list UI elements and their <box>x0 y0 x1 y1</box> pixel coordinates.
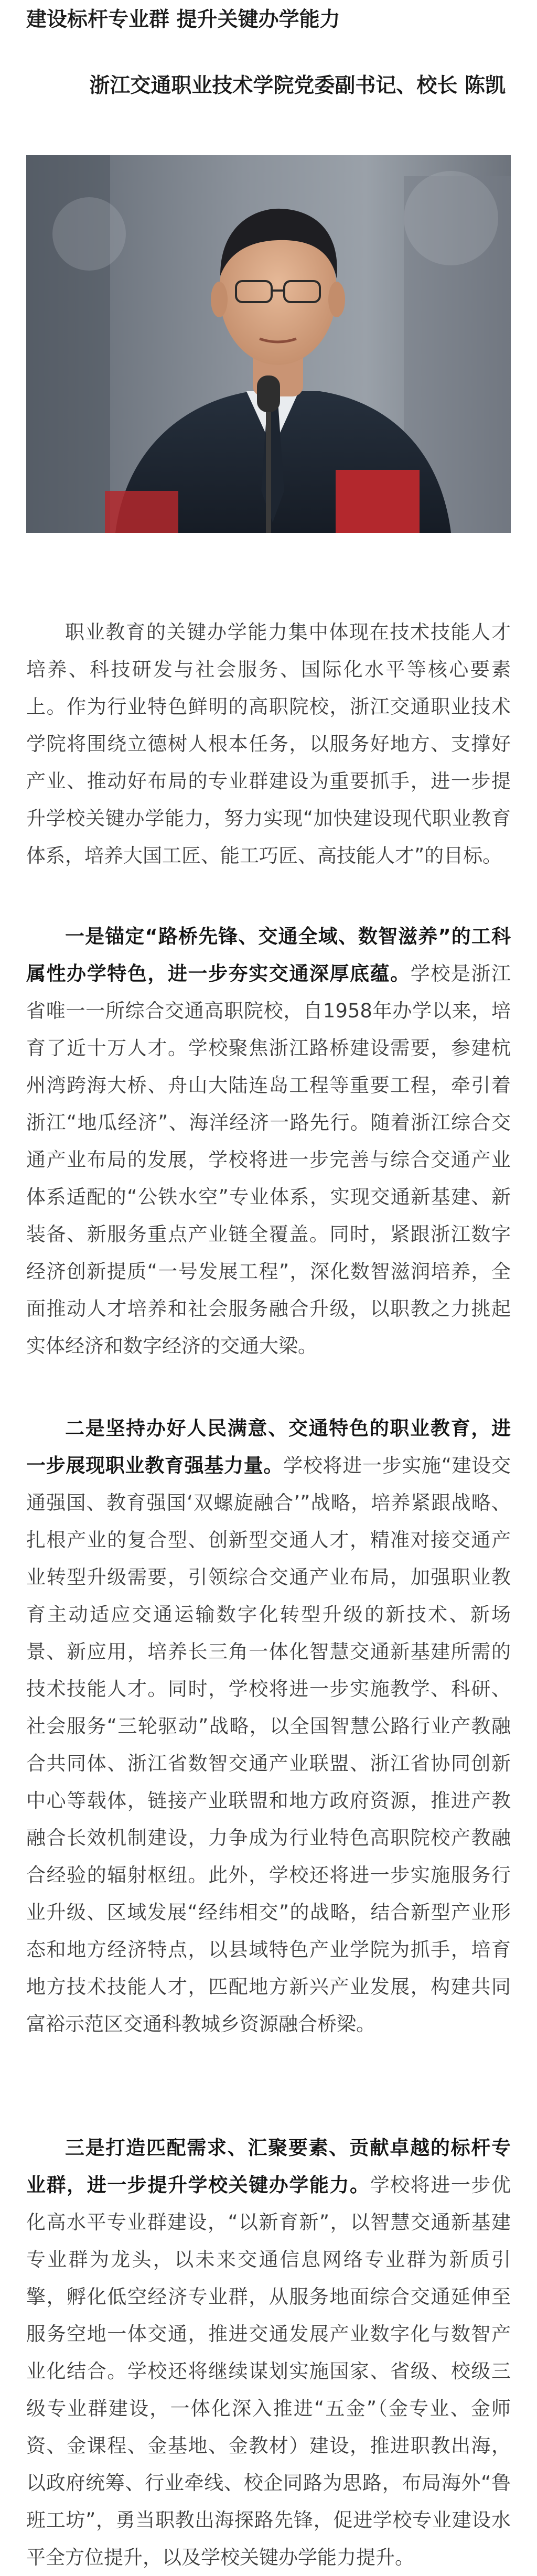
article-paragraph <box>26 918 511 1365</box>
paragraph-lead: 一是锚定“路桥先锋、交通全域、数智滋养”的工科属性办学特色，进一步夯实交通深厚底蕴。 <box>26 925 511 985</box>
paragraph-lead: 三是打造匹配需求、汇聚要素、贡献卓越的标杆专业群，进一步提升学校关键办学能力。 <box>26 2137 511 2196</box>
paragraph-body: 职业教育的关键办学能力集中体现在技术技能人才培养、科技研发与社会服务、国际化水平等核心要素上。作为行业特色鲜明的高职院校，浙江交通职业技术学院将围绕立德树人根本任务，以服务好地方、支撑好产业、推动好布局的专业群建设为重要抓手，进一步提升学校关键办学能力，努力实现“加快建设现代职业教育体系，培养大国工匠、能工巧匠、高技能人才”的目标。 <box>26 621 511 867</box>
speaker-photo <box>26 155 511 533</box>
article-paragraph <box>26 614 511 874</box>
paragraph-body: 学校将进一步实施“建设交通强国、教育强国‘双螺旋融合’”战略，培养紧跟战略、扎根产业的复合型、创新型交通人才，精准对接交通产业转型升级需要，引领综合交通产业布局，加强职业教育主动适应交通运输数字化转型升级的新技术、新场景、新应用，培养长三角一体化智慧交通新基建所需的技术技能人才。同时，学校将进一步实施教学、科研、社会服务“三轮驱动”战略，以全国智慧公路行业产教融合共同体、浙江省数智交通产业联盟、浙江省协同创新中心等载体，链接产业联盟和地方政府资源，推进产教融合长效机制建设，力争成为行业特色高职院校产教融合经验的辐射枢纽。此外，学校还将进一步实施服务行业升级、区域发展“经纬相交”的战略，结合新型产业形态和地方经济特点，以县域特色产业学院为抓手，培育地方技术技能人才，匹配地方新兴产业发展，构建共同富裕示范区交通科教城乡资源融合桥梁。 <box>26 1454 511 2035</box>
paragraph-lead: 二是坚持办好人民满意、交通特色的职业教育，进一步展现职业教育强基力量。 <box>26 1417 511 1477</box>
paragraph-body: 学校是浙江省唯一一所综合交通高职院校，自1958年办学以来，培育了近十万人才。学校聚焦浙江路桥建设需要，参建杭州湾跨海大桥、舟山大陆连岛工程等重要工程，牵引着浙江“地瓜经济”、海洋经济一路先行。随着浙江综合交通产业布局的发展，学校将进一步完善与综合交通产业体系适配的“公铁水空”专业体系，实现交通新基建、新装备、新服务重点产业链全覆盖。同时，紧跟浙江数字经济创新提质“一号发展工程”，深化数智滋润培养，全面推动人才培养和社会服务融合升级，以职教之力挑起实体经济和数字经济的交通大梁。 <box>26 962 511 1357</box>
speaker-portrait-photo-icon <box>26 155 511 533</box>
article-paragraph <box>26 2129 511 2576</box>
article-title: 建设标杆专业群 提升关键办学能力 <box>26 8 340 31</box>
paragraph-body: 学校将进一步优化高水平专业群建设，“以新育新”，以智慧交通新基建专业群为龙头，以未来交通信息网络专业群为新质引擎，孵化低空经济专业群，从服务地面综合交通延伸至服务空地一体交通，推进交通发展产业数字化与数智产业化结合。学校还将继续谋划实施国家、省级、校级三级专业群建设，一体化深入推进“五金”（金专业、金师资、金课程、金基地、金教材）建设，推进职教出海，以政府统筹、行业牵线、校企同路为思路，布局海外“鲁班工坊”，勇当职教出海探路先锋，促进学校专业建设水平全方位提升，以及学校关键办学能力提升。 <box>26 2174 511 2569</box>
article-paragraph <box>26 1410 511 2043</box>
article-byline: 浙江交通职业技术学院党委副书记、校长 陈凯 <box>89 74 506 98</box>
